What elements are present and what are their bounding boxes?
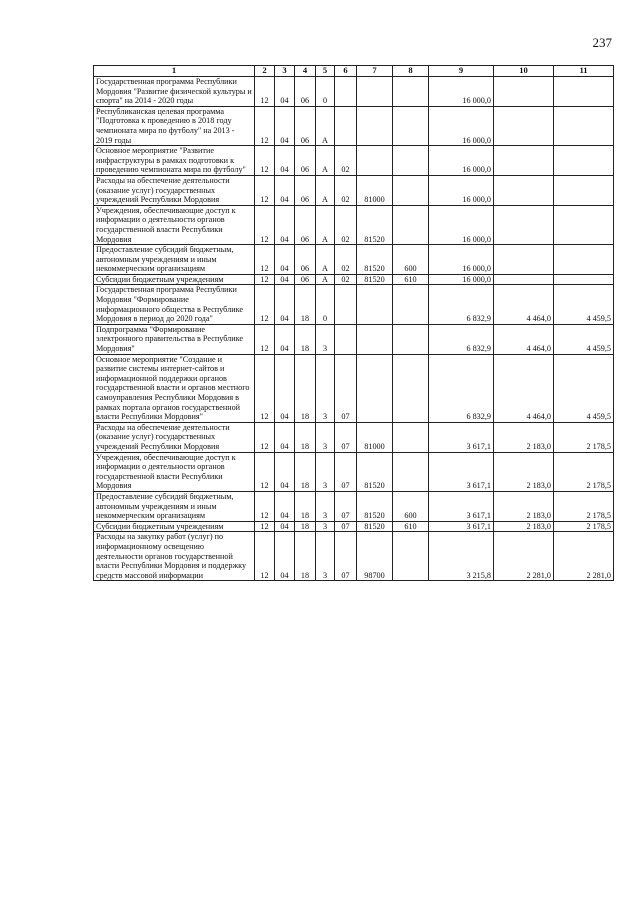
amount-year-3	[554, 175, 614, 205]
code-program: 06	[295, 274, 316, 285]
code-section: 12	[255, 491, 275, 521]
code-expense-type	[393, 175, 429, 205]
code-subprogram: 3	[316, 491, 335, 521]
code-subsection: 04	[275, 491, 295, 521]
row-name: Расходы на закупку работ (услуг) по информационному освещению деятельности органов государственной власти Республики Мордовия и поддержку средств массовой информации	[94, 532, 255, 581]
amount-year-3: 2 178,5	[554, 521, 614, 532]
amount-year-2	[494, 77, 554, 107]
column-header: 2	[255, 66, 275, 77]
amount-year-2: 2 183,0	[494, 422, 554, 452]
code-section: 12	[255, 205, 275, 244]
code-subsection: 04	[275, 324, 295, 354]
code-section: 12	[255, 175, 275, 205]
code-subsection: 04	[275, 106, 295, 145]
code-direction: 81520	[357, 274, 393, 285]
column-header: 9	[429, 66, 494, 77]
amount-year-3	[554, 146, 614, 176]
amount-year-1: 3 215,8	[429, 532, 494, 581]
code-expense-type: 610	[393, 521, 429, 532]
amount-year-3: 2 178,5	[554, 491, 614, 521]
code-event: 02	[335, 175, 357, 205]
code-direction: 81520	[357, 521, 393, 532]
code-subsection: 04	[275, 205, 295, 244]
amount-year-3	[554, 274, 614, 285]
row-name: Субсидии бюджетным учреждениям	[94, 521, 255, 532]
code-subsection: 04	[275, 452, 295, 491]
code-program: 06	[295, 77, 316, 107]
amount-year-2: 2 183,0	[494, 491, 554, 521]
code-section: 12	[255, 354, 275, 422]
code-direction: 81520	[357, 491, 393, 521]
code-section: 12	[255, 521, 275, 532]
amount-year-1: 16 000,0	[429, 175, 494, 205]
code-section: 12	[255, 146, 275, 176]
code-subsection: 04	[275, 245, 295, 275]
table-row	[94, 324, 614, 354]
code-section: 12	[255, 245, 275, 275]
table-row	[94, 77, 614, 107]
code-direction: 98700	[357, 532, 393, 581]
amount-year-2: 2 281,0	[494, 532, 554, 581]
table-row	[94, 175, 614, 205]
code-program: 18	[295, 285, 316, 324]
code-expense-type: 600	[393, 245, 429, 275]
amount-year-3: 2 281,0	[554, 532, 614, 581]
code-subprogram: А	[316, 106, 335, 145]
code-subsection: 04	[275, 146, 295, 176]
amount-year-1: 6 832,9	[429, 324, 494, 354]
code-program: 06	[295, 245, 316, 275]
code-expense-type	[393, 146, 429, 176]
amount-year-2: 4 464,0	[494, 324, 554, 354]
code-expense-type	[393, 452, 429, 491]
code-direction	[357, 146, 393, 176]
code-section: 12	[255, 422, 275, 452]
code-section: 12	[255, 285, 275, 324]
code-subsection: 04	[275, 521, 295, 532]
code-subprogram: 3	[316, 354, 335, 422]
table-row	[94, 422, 614, 452]
code-subsection: 04	[275, 175, 295, 205]
code-section: 12	[255, 324, 275, 354]
code-event: 02	[335, 274, 357, 285]
code-event: 07	[335, 532, 357, 581]
table-row	[94, 245, 614, 275]
code-subprogram: 0	[316, 285, 335, 324]
row-name: Предоставление субсидий бюджетным, автономным учреждениям и иным некоммерческим организациям	[94, 491, 255, 521]
amount-year-2: 4 464,0	[494, 285, 554, 324]
code-subprogram: А	[316, 175, 335, 205]
column-header: 5	[316, 66, 335, 77]
code-event: 02	[335, 245, 357, 275]
amount-year-1: 3 617,1	[429, 452, 494, 491]
table-row	[94, 205, 614, 244]
code-section: 12	[255, 452, 275, 491]
amount-year-2	[494, 274, 554, 285]
amount-year-1: 3 617,1	[429, 422, 494, 452]
code-event: 02	[335, 205, 357, 244]
row-name: Расходы на обеспечение деятельности (оказание услуг) государственных учреждений Республики Мордовия	[94, 175, 255, 205]
code-direction: 81000	[357, 422, 393, 452]
amount-year-1: 16 000,0	[429, 205, 494, 244]
table-row	[94, 106, 614, 145]
code-expense-type	[393, 324, 429, 354]
code-direction: 81520	[357, 205, 393, 244]
code-program: 18	[295, 452, 316, 491]
row-name: Основное мероприятие "Создание и развитие системы интернет-сайтов и информационной поддержки органов государственной власти и органов местного самоуправления Республики Мордовия в рамках портала органов государственной власти Республики Мордовия"	[94, 354, 255, 422]
code-program: 18	[295, 521, 316, 532]
row-name: Учреждения, обеспечивающие доступ к информации о деятельности органов государственной власти Республики Мордовия	[94, 452, 255, 491]
code-section: 12	[255, 106, 275, 145]
column-header: 4	[295, 66, 316, 77]
code-direction	[357, 324, 393, 354]
code-program: 18	[295, 491, 316, 521]
code-direction: 81520	[357, 245, 393, 275]
amount-year-2: 2 183,0	[494, 521, 554, 532]
code-subprogram: 3	[316, 532, 335, 581]
amount-year-1: 16 000,0	[429, 146, 494, 176]
amount-year-3: 4 459,5	[554, 285, 614, 324]
amount-year-3: 4 459,5	[554, 354, 614, 422]
column-header: 3	[275, 66, 295, 77]
table-row	[94, 354, 614, 422]
code-expense-type	[393, 422, 429, 452]
code-program: 18	[295, 324, 316, 354]
code-event: 07	[335, 354, 357, 422]
table-row	[94, 532, 614, 581]
code-expense-type	[393, 77, 429, 107]
amount-year-3	[554, 77, 614, 107]
code-subsection: 04	[275, 422, 295, 452]
amount-year-2	[494, 106, 554, 145]
table-row	[94, 274, 614, 285]
row-name: Предоставление субсидий бюджетным, автономным учреждениям и иным некоммерческим организациям	[94, 245, 255, 275]
column-header: 8	[393, 66, 429, 77]
code-subsection: 04	[275, 274, 295, 285]
amount-year-1: 3 617,1	[429, 491, 494, 521]
column-header: 1	[94, 66, 255, 77]
code-subprogram: 3	[316, 324, 335, 354]
code-expense-type	[393, 205, 429, 244]
code-event: 07	[335, 491, 357, 521]
amount-year-2	[494, 146, 554, 176]
code-event: 02	[335, 146, 357, 176]
code-expense-type	[393, 106, 429, 145]
code-expense-type: 610	[393, 274, 429, 285]
code-section: 12	[255, 532, 275, 581]
code-event: 07	[335, 422, 357, 452]
amount-year-3: 4 459,5	[554, 324, 614, 354]
budget-table	[93, 65, 614, 581]
amount-year-3	[554, 205, 614, 244]
row-name: Основное мероприятие "Развитие инфраструктуры в рамках подготовки к проведению чемпионата мира по футболу"	[94, 146, 255, 176]
amount-year-1: 16 000,0	[429, 77, 494, 107]
code-program: 06	[295, 205, 316, 244]
code-event: 07	[335, 452, 357, 491]
code-subsection: 04	[275, 532, 295, 581]
page-number: 237	[592, 35, 612, 50]
amount-year-1: 3 617,1	[429, 521, 494, 532]
amount-year-3: 2 178,5	[554, 422, 614, 452]
row-name: Расходы на обеспечение деятельности (оказание услуг) государственных учреждений Республики Мордовия	[94, 422, 255, 452]
table-row	[94, 146, 614, 176]
code-program: 06	[295, 106, 316, 145]
code-direction	[357, 106, 393, 145]
code-program: 06	[295, 175, 316, 205]
code-direction	[357, 354, 393, 422]
code-expense-type	[393, 354, 429, 422]
amount-year-3	[554, 245, 614, 275]
code-subprogram: А	[316, 205, 335, 244]
header-row	[94, 66, 614, 77]
code-program: 18	[295, 532, 316, 581]
code-event: 07	[335, 521, 357, 532]
table-row	[94, 452, 614, 491]
column-header: 7	[357, 66, 393, 77]
code-event	[335, 285, 357, 324]
column-header: 10	[494, 66, 554, 77]
code-program: 18	[295, 354, 316, 422]
code-event	[335, 324, 357, 354]
code-subprogram: 3	[316, 521, 335, 532]
code-subsection: 04	[275, 77, 295, 107]
amount-year-1: 16 000,0	[429, 245, 494, 275]
table-row	[94, 285, 614, 324]
code-expense-type	[393, 285, 429, 324]
amount-year-2	[494, 175, 554, 205]
row-name: Подпрограмма "Формирование электронного правительства в Республике Мордовия"	[94, 324, 255, 354]
amount-year-1: 16 000,0	[429, 106, 494, 145]
amount-year-2: 4 464,0	[494, 354, 554, 422]
amount-year-1: 16 000,0	[429, 274, 494, 285]
code-program: 18	[295, 422, 316, 452]
code-subprogram: 3	[316, 452, 335, 491]
code-event	[335, 106, 357, 145]
code-subprogram: 0	[316, 77, 335, 107]
row-name: Государственная программа Республики Мордовия "Развитие физической культуры и спорта" на 2014 - 2020 годы	[94, 77, 255, 107]
code-direction	[357, 285, 393, 324]
code-subprogram: А	[316, 274, 335, 285]
row-name: Республиканская целевая программа "Подготовка к проведению в 2018 году чемпионата мира по футболу" на 2013 - 2019 годы	[94, 106, 255, 145]
column-header: 11	[554, 66, 614, 77]
amount-year-3	[554, 106, 614, 145]
amount-year-2	[494, 245, 554, 275]
code-subprogram: А	[316, 146, 335, 176]
amount-year-3: 2 178,5	[554, 452, 614, 491]
amount-year-2: 2 183,0	[494, 452, 554, 491]
row-name: Государственная программа Республики Мордовия "Формирование информационного общества в Республике Мордовия в период до 2020 года"	[94, 285, 255, 324]
code-subsection: 04	[275, 285, 295, 324]
code-expense-type: 600	[393, 491, 429, 521]
code-section: 12	[255, 77, 275, 107]
amount-year-2	[494, 205, 554, 244]
code-expense-type	[393, 532, 429, 581]
row-name: Учреждения, обеспечивающие доступ к информации о деятельности органов государственной власти Республики Мордовия	[94, 205, 255, 244]
row-name: Субсидии бюджетным учреждениям	[94, 274, 255, 285]
amount-year-1: 6 832,9	[429, 285, 494, 324]
amount-year-1: 6 832,9	[429, 354, 494, 422]
code-direction: 81520	[357, 452, 393, 491]
code-subprogram: А	[316, 245, 335, 275]
code-section: 12	[255, 274, 275, 285]
code-subsection: 04	[275, 354, 295, 422]
column-header: 6	[335, 66, 357, 77]
code-subprogram: 3	[316, 422, 335, 452]
code-direction	[357, 77, 393, 107]
code-direction: 81000	[357, 175, 393, 205]
code-event	[335, 77, 357, 107]
code-program: 06	[295, 146, 316, 176]
table-row	[94, 491, 614, 521]
table-row	[94, 521, 614, 532]
